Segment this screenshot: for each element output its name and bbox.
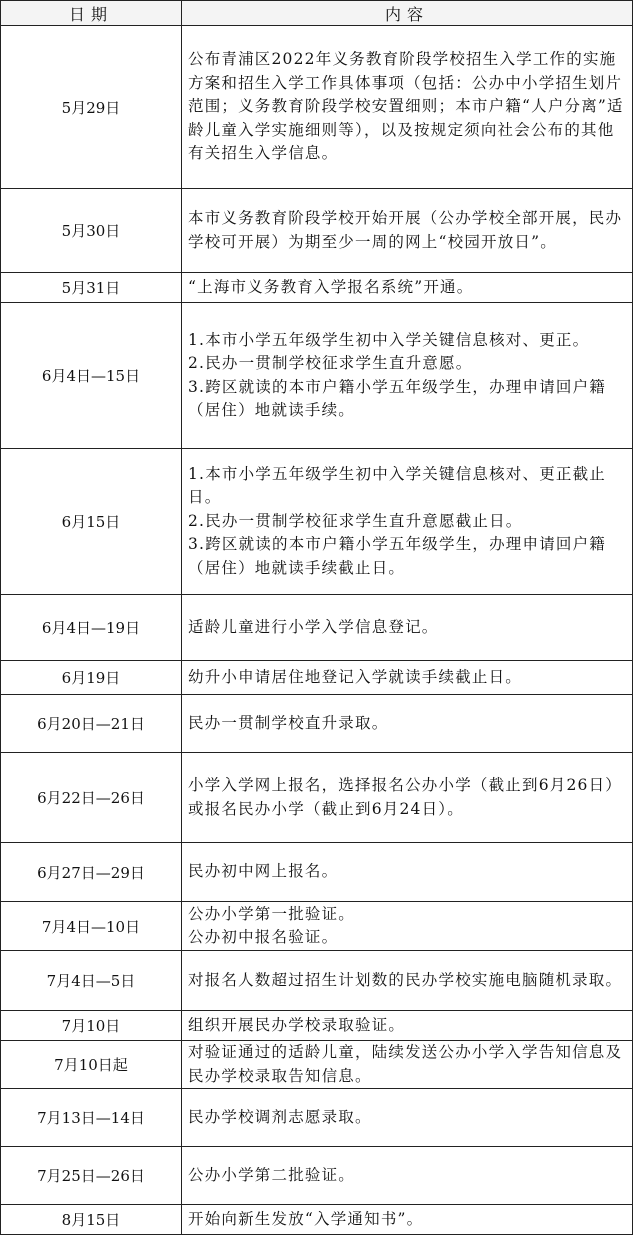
table-row (1, 303, 633, 449)
row-content (182, 1089, 633, 1147)
table-header-row (1, 1, 633, 26)
row-date: 6月27日—29日 (1, 843, 182, 902)
row-date: 7月10日起 (1, 1041, 182, 1089)
table-row (1, 26, 633, 189)
row-date: 6月19日 (1, 661, 182, 695)
row-content (182, 303, 633, 449)
row-content-paragraph: 适龄儿童进行小学入学信息登记。 (188, 617, 439, 636)
header-content: 内容 (182, 1, 633, 26)
row-content-paragraph: 开始向新生发放“入学通知书”。 (188, 1209, 424, 1228)
table-row (1, 753, 633, 843)
table-row (1, 273, 633, 303)
row-content-paragraph: 本市义务教育阶段学校开始开展（公办学校全部开展，民办学校可开展）为期至少一周的网上“校园开放日”。 (188, 209, 623, 251)
table-row (1, 595, 633, 661)
row-content (182, 595, 633, 661)
table-row (1, 1147, 633, 1205)
row-content-paragraph: 公办初中报名验证。 (188, 928, 339, 946)
row-content-paragraph: 公办小学第一批验证。 (188, 904, 356, 923)
row-content (182, 1205, 633, 1235)
row-date: 6月4日—15日 (1, 303, 182, 449)
row-content-paragraph: 3.跨区就读的本市户籍小学五年级学生，办理申请回户籍（居住）地就读手续截止日。 (188, 535, 606, 577)
row-content-paragraph: 对验证通过的适龄儿童，陆续发送公办小学入学告知信息及民办学校录取告知信息。 (188, 1043, 623, 1085)
table-body (1, 26, 633, 1235)
row-content-paragraph: 组织开展民办学校录取验证。 (188, 1015, 406, 1034)
table-row (1, 189, 633, 273)
row-date: 7月4日—5日 (1, 951, 182, 1011)
row-content-paragraph: 1.本市小学五年级学生初中入学关键信息核对、更正。 (188, 330, 590, 349)
table-row (1, 1089, 633, 1147)
row-date: 5月29日 (1, 26, 182, 189)
row-content-paragraph: 对报名人数超过招生计划数的民办学校实施电脑随机录取。 (188, 970, 623, 989)
table-row (1, 1205, 633, 1235)
row-content-paragraph: 2.民办一贯制学校征求学生直升意愿。 (188, 354, 473, 372)
row-content (182, 26, 633, 189)
row-content-paragraph: 幼升小申请居住地登记入学就读手续截止日。 (188, 667, 523, 686)
row-date: 5月31日 (1, 273, 182, 303)
row-date: 6月15日 (1, 449, 182, 595)
row-date: 8月15日 (1, 1205, 182, 1235)
row-content (182, 1147, 633, 1205)
row-date: 6月4日—19日 (1, 595, 182, 661)
row-content-paragraph: 2.民办一贯制学校征求学生直升意愿截止日。 (188, 511, 523, 530)
row-date: 7月25日—26日 (1, 1147, 182, 1205)
row-content-paragraph: 1.本市小学五年级学生初中入学关键信息核对、更正截止日。 (188, 464, 606, 507)
row-content (182, 449, 633, 595)
row-content (182, 1041, 633, 1089)
row-content-paragraph: 民办初中网上报名。 (188, 862, 339, 881)
row-content (182, 189, 633, 273)
header-date: 日期 (1, 1, 182, 26)
row-content (182, 843, 633, 902)
row-content (182, 273, 633, 303)
row-date: 7月13日—14日 (1, 1089, 182, 1147)
table-row (1, 449, 633, 595)
table-row (1, 951, 633, 1011)
table-row (1, 902, 633, 951)
table-row (1, 695, 633, 753)
row-content-paragraph: “上海市义务教育入学报名系统”开通。 (188, 277, 474, 296)
row-date: 7月10日 (1, 1011, 182, 1041)
row-content-paragraph: 小学入学网上报名，选择报名公办小学（截止到6月26日）或报名民办小学（截止到6月24日）。 (188, 776, 622, 818)
row-content (182, 1011, 633, 1041)
row-content-paragraph: 民办学校调剂志愿录取。 (188, 1107, 372, 1126)
row-date: 6月22日—26日 (1, 753, 182, 843)
table-row (1, 843, 633, 902)
row-content (182, 661, 633, 695)
table-row (1, 1011, 633, 1041)
row-date: 6月20日—21日 (1, 695, 182, 753)
row-content (182, 951, 633, 1011)
row-content-paragraph: 民办一贯制学校直升录取。 (188, 713, 389, 732)
row-date: 7月4日—10日 (1, 902, 182, 951)
table-row (1, 1041, 633, 1089)
row-content (182, 695, 633, 753)
row-content-paragraph: 公布青浦区2022年义务教育阶段学校招生入学工作的实施方案和招生入学工作具体事项（包括：公办中小学招生划片范围；义务教育阶段学校安置细则；本市户籍“人户分离”适龄儿童入学实施细则等），以及按规定须向社会公布的其他有关招生入学信息。 (188, 50, 624, 163)
row-date: 5月30日 (1, 189, 182, 273)
row-content-paragraph: 公办小学第二批验证。 (188, 1165, 356, 1184)
row-content (182, 902, 633, 951)
table-row (1, 661, 633, 695)
row-content-paragraph: 3.跨区就读的本市户籍小学五年级学生，办理申请回户籍（居住）地就读手续。 (188, 377, 606, 419)
row-content (182, 753, 633, 843)
